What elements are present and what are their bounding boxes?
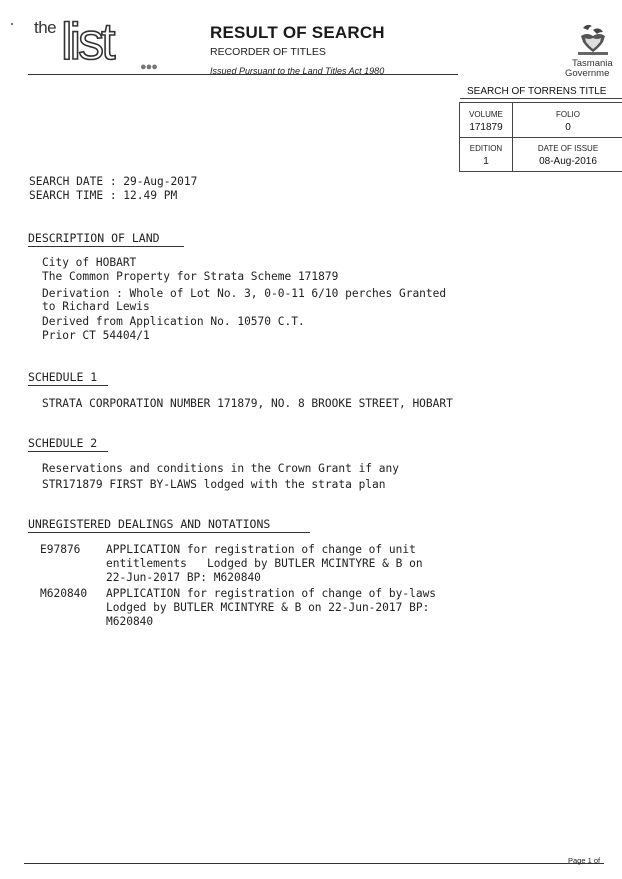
issued-pursuant-text: Issued Pursuant to the Land Titles Act 1980 [210,66,385,76]
dealing-line: APPLICATION for registration of change of by-laws [106,587,437,600]
description-line: to Richard Lewis [42,300,150,313]
document-title: RESULT OF SEARCH [210,23,385,42]
the-list-logo [28,14,178,76]
description-line: The Common Property for Strata Scheme 171879 [42,270,339,283]
folio-label: FOLIO [555,110,580,119]
schedule-1-heading: SCHEDULE 1 [28,370,98,384]
logo-list-text: list [61,13,113,71]
scan-mark [11,23,13,25]
search-time: SEARCH TIME : 12.49 PM [29,189,178,202]
edition-label: EDITION [469,144,503,153]
schedule-2-line: STR171879 FIRST BY-LAWS lodged with the strata plan [42,478,386,491]
description-line: Derivation : Whole of Lot No. 3, 0-0-11 6/10 perches Granted [42,287,447,300]
schedule-2-heading: SCHEDULE 2 [28,436,98,450]
edition-value: 1 [483,156,489,167]
date-of-issue-label: DATE OF ISSUE [537,144,599,153]
logo-the-text: the [34,18,57,37]
page-number: Page 1 of [568,856,601,865]
volume-value: 171879 [469,122,503,133]
description-heading: DESCRIPTION OF LAND [28,231,160,245]
logo-dots-icon: ●●● [140,61,157,73]
document-subtitle: RECORDER OF TITLES [210,46,326,58]
schedule-2-line: Reservations and conditions in the Crown Grant if any [42,462,399,475]
volume-label: VOLUME [469,110,503,119]
description-line: City of HOBART [42,256,137,269]
unregistered-dealings-heading: UNREGISTERED DEALINGS AND NOTATIONS [28,517,271,531]
government-text: Governme [565,68,610,79]
description-line: Derived from Application No. 10570 C.T. [42,315,305,328]
dealing-line: 22-Jun-2017 BP: M620840 [106,571,261,584]
dealing-line: M620840 [106,615,154,628]
dealing-line: entitlements Lodged by BUTLER MCINTYRE & B on [106,557,423,570]
tasmania-text: Tasmania [572,58,613,69]
heading-underline [28,532,310,533]
footer-rule [24,863,604,864]
description-line: Prior CT 54404/1 [42,329,150,342]
search-date: SEARCH DATE : 29-Aug-2017 [29,175,198,188]
dealing-line: Lodged by BUTLER MCINTYRE & B on 22-Jun-2017 BP: [106,601,430,614]
schedule-1-line: STRATA CORPORATION NUMBER 171879, NO. 8 BROOKE STREET, HOBART [42,397,453,410]
dealing-code: E97876 [40,543,81,556]
folio-value: 0 [565,122,571,133]
torrens-title-label: SEARCH OF TORRENS TITLE [467,86,607,97]
dealing-code: M620840 [40,587,88,600]
dealing-line: APPLICATION for registration of change of unit [106,543,416,556]
title-reference-table [459,102,622,172]
heading-underline [28,246,184,247]
heading-underline [28,385,108,386]
table-divider [460,137,622,138]
date-of-issue-value: 08-Aug-2016 [539,156,597,167]
tasmania-crest-icon [575,22,611,58]
heading-underline [28,451,108,452]
